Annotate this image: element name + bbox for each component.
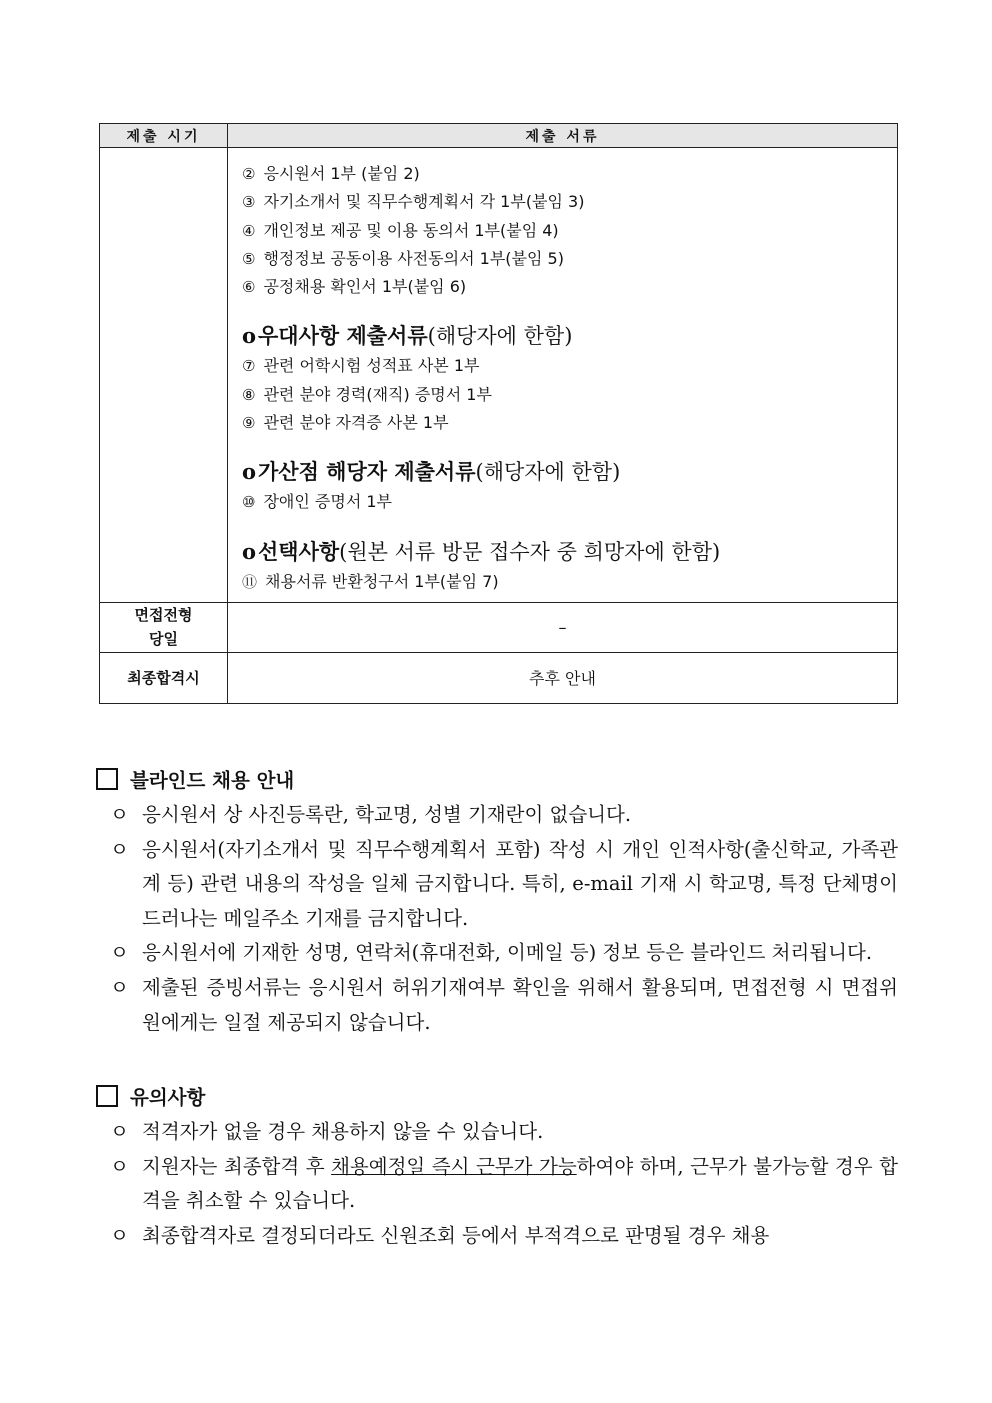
section-note: (원본 서류 방문 접수자 중 희망자에 한함): [339, 539, 721, 564]
optional-docs-heading: [242, 536, 897, 568]
blind-hiring-title-text: 블라인드 채용 안내: [130, 769, 295, 792]
interview-row: [100, 602, 898, 652]
doc-text: 개인정보 제공 및 이용 동의서 1부(붙임 4): [263, 220, 559, 240]
doc-text: 응시원서 1부 (붙임 2): [263, 164, 420, 183]
section-bullet: o: [242, 323, 257, 349]
doc-item: [242, 409, 897, 437]
bonus-docs-heading: [242, 456, 897, 488]
section-bullet: o: [242, 459, 257, 485]
interview-value: –: [228, 602, 898, 652]
docs-row: [100, 148, 898, 603]
doc-item: [242, 381, 897, 409]
section-note: (해당자에 한함): [475, 460, 621, 485]
docs-list-cell: [228, 148, 898, 603]
bullet-icon: ㅇ: [110, 1120, 129, 1143]
blind-item-text: 응시원서에 기재한 성명, 연락처(휴대전화, 이메일 등) 정보 등은 블라인드 처리됩니다.: [142, 941, 873, 965]
notes-item-text: 지원자는 최종합격 후: [142, 1154, 332, 1178]
notes-title-text: 유의사항: [130, 1086, 206, 1109]
doc-item: [242, 160, 897, 188]
doc-number: ②: [242, 165, 256, 183]
notes-title: [96, 1081, 898, 1115]
blind-item: [96, 798, 898, 833]
notes-item: [96, 1150, 898, 1219]
blind-item-text: 응시원서 상 사진등록란, 학교명, 성별 기재란이 없습니다.: [142, 803, 632, 826]
doc-number: ⑤: [242, 249, 256, 268]
interview-label-line: 면접전형: [134, 606, 193, 625]
doc-item: [242, 488, 897, 516]
doc-text: 장애인 증명서 1부: [263, 492, 392, 512]
doc-text: 관련 분야 경력(재직) 증명서 1부: [263, 384, 492, 404]
doc-item: [242, 217, 897, 245]
section-bullet: o: [242, 538, 257, 564]
blind-hiring-section: [96, 764, 898, 1040]
final-row: [100, 652, 898, 703]
bullet-icon: ㅇ: [110, 941, 129, 965]
doc-text: 공정채용 확인서 1부(붙임 6): [263, 277, 467, 297]
doc-item: [242, 273, 897, 301]
doc-item: [242, 352, 897, 380]
bullet-icon: ㅇ: [110, 1154, 129, 1178]
notes-item-text: 적격자가 없을 경우 채용하지 않을 수 있습니다.: [142, 1120, 544, 1143]
final-value: 추후 안내: [228, 652, 898, 703]
final-label: 최종합격시: [100, 652, 228, 703]
preference-docs-heading: [242, 320, 897, 352]
doc-text: 관련 분야 자격증 사본 1부: [263, 413, 449, 433]
doc-item: [242, 245, 897, 273]
blind-item-text: 응시원서(자기소개서 및 직무수행계획서 포함) 작성 시 개인 인적사항(출신학교, 가족관계 등) 관련 내용의 작성을 일체 금지합니다. 특히, e-mail 기재 시 학교명, 특정 단체명이 드러나는 메일주소 기재를 금지합니다.: [142, 837, 898, 930]
notes-item-text: 하여야 하며, 근무가 불가능할 경우 합격을 취소할 수 있습니다.: [142, 1154, 898, 1213]
blind-hiring-title: [96, 764, 898, 798]
bullet-icon: ㅇ: [110, 975, 129, 999]
section-title: 가산점 해당자 제출서류: [258, 459, 476, 485]
blind-item: [96, 833, 898, 937]
section-title: 선택사항: [258, 538, 340, 564]
header-submission-docs: 제출 서류: [228, 124, 898, 148]
doc-number: ⑧: [242, 385, 256, 404]
docs-time-cell: [100, 148, 228, 603]
doc-number: ⑨: [242, 414, 256, 433]
doc-number: ⑩: [242, 493, 256, 512]
notes-item: [96, 1115, 898, 1150]
doc-number: ⑦: [242, 357, 256, 376]
notes-section: [96, 1081, 898, 1253]
doc-number: ③: [242, 193, 256, 212]
header-submission-time: 제출 시기: [100, 124, 228, 148]
notes-item: [96, 1219, 898, 1254]
interview-label-line: 당일: [149, 630, 178, 649]
doc-item: [242, 568, 897, 596]
checkbox-icon: [96, 768, 118, 790]
doc-text: 관련 어학시험 성적표 사본 1부: [263, 356, 480, 376]
bullet-icon: ㅇ: [110, 803, 129, 826]
interview-label: [100, 602, 228, 652]
bullet-icon: ㅇ: [110, 1223, 129, 1247]
doc-number: ⑥: [242, 278, 256, 297]
section-note: (해당자에 한함): [427, 324, 573, 349]
blind-item: [96, 936, 898, 971]
blind-item-text: 제출된 증빙서류는 응시원서 허위기재여부 확인을 위해서 활용되며, 면접전형 시 면접위원에게는 일절 제공되지 않습니다.: [142, 975, 898, 1034]
table-header-row: [100, 124, 898, 148]
doc-item: [242, 188, 897, 216]
doc-number: ⑪: [242, 572, 258, 591]
doc-text: 채용서류 반환청구서 1부(붙임 7): [265, 571, 499, 591]
submission-table: [99, 123, 898, 704]
notes-item-text: 최종합격자로 결정되더라도 신원조회 등에서 부적격으로 판명될 경우 채용: [142, 1223, 770, 1247]
doc-text: 자기소개서 및 직무수행계획서 각 1부(붙임 3): [263, 192, 585, 212]
section-title: 우대사항 제출서류: [258, 323, 428, 349]
checkbox-icon: [96, 1085, 118, 1107]
notes-item-underlined-text: 채용예정일 즉시 근무가 가능: [331, 1154, 577, 1178]
blind-item: [96, 971, 898, 1040]
bullet-icon: ㅇ: [110, 837, 129, 861]
doc-text: 행정정보 공동이용 사전동의서 1부(붙임 5): [263, 248, 564, 268]
doc-number: ④: [242, 221, 256, 240]
